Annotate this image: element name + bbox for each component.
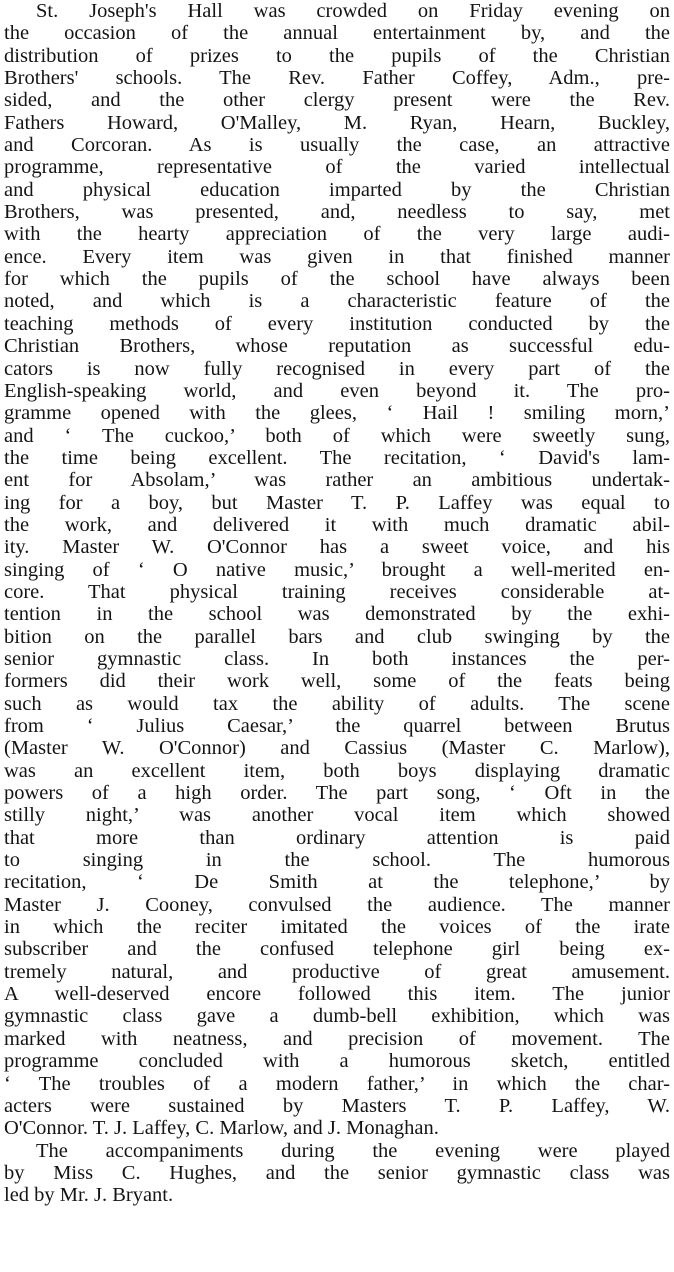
article-line: and Corcoran. As is usually the case, an attractive — [4, 134, 670, 157]
article-line: from ‘ Julius Caesar,’ the quarrel between Brutus — [4, 715, 670, 737]
article-line: noted, and which is a characteristic feature of the — [4, 290, 670, 313]
article-line: Brothers' schools. The Rev. Father Coffey, Adm., pre- — [4, 67, 670, 90]
article-line: O'Connor. T. J. Laffey, C. Marlow, and J. Monaghan. — [4, 1117, 439, 1140]
article-line: subscriber and the confused telephone girl being ex- — [4, 938, 670, 961]
article-line: English-speaking world, and even beyond it. The pro- — [4, 379, 670, 402]
article-line: St. Joseph's Hall was crowded on Friday evening on — [36, 0, 670, 22]
article-line: the work, and delivered it with much dramatic abil- — [4, 513, 670, 536]
article-line: the occasion of the annual entertainment by, and the — [4, 22, 670, 45]
article-line: marked with neatness, and precision of movement. The — [4, 1027, 670, 1050]
article-line: and ‘ The cuckoo,’ both of which were sweetly sung, — [4, 424, 670, 447]
article-line: the time being excellent. The recitation, ‘ David's lam- — [4, 446, 670, 469]
article-line: in which the reciter imitated the voices of the irate — [4, 916, 670, 939]
article-line: Fathers Howard, O'Malley, M. Ryan, Hearn, Buckley, — [4, 111, 670, 134]
article-line: ity. Master W. O'Connor has a sweet voice, and his — [4, 536, 670, 559]
article-line: to singing in the school. The humorous — [4, 849, 670, 872]
article-line: for which the pupils of the school have always been — [4, 268, 670, 291]
article-line: led by Mr. J. Bryant. — [4, 1184, 174, 1207]
article-line: ence. Every item was given in that finished manner — [4, 245, 670, 268]
article-line: by Miss C. Hughes, and the senior gymnastic class was — [4, 1161, 670, 1184]
article-line: ent for Absolam,’ was rather an ambitious undertak- — [4, 469, 670, 492]
article-line: stilly night,’ was another vocal item which showed — [4, 804, 670, 827]
article-line: tention in the school was demonstrated by the exhi- — [4, 603, 670, 626]
article-line: programme, representative of the varied intellectual — [4, 156, 670, 179]
article-body — [4, 0, 670, 1207]
article-paragraph — [4, 1140, 670, 1207]
article-line: recitation, ‘ De Smith at the telephone,’ by — [4, 871, 670, 894]
article-line: ‘ The troubles of a modern father,’ in which the char- — [4, 1072, 670, 1095]
article-paragraph — [4, 0, 670, 1140]
article-line: was an excellent item, both boys displaying dramatic — [4, 759, 670, 782]
article-line: gramme opened with the glees, ‘ Hail ! smiling morn,’ — [4, 402, 670, 425]
article-line: sided, and the other clergy present were the Rev. — [4, 89, 670, 112]
article-line: tremely natural, and productive of great amusement. — [4, 960, 670, 983]
article-line: with the hearty appreciation of the very large audi- — [4, 223, 670, 246]
article-line: programme concluded with a humorous sketch, entitled — [4, 1050, 670, 1073]
article-line: ing for a boy, but Master T. P. Laffey was equal to — [4, 491, 670, 514]
article-line: senior gymnastic class. In both instances the per- — [4, 647, 670, 670]
article-line: cators is now fully recognised in every part of the — [4, 357, 670, 380]
article-line: and physical education imparted by the Christian — [4, 178, 670, 201]
article-line: gymnastic class gave a dumb-bell exhibition, which was — [4, 1005, 670, 1028]
article-line: Christian Brothers, whose reputation as successful edu- — [4, 335, 670, 358]
article-line: bition on the parallel bars and club swinging by the — [4, 625, 670, 648]
article-line: formers did their work well, some of the feats being — [4, 670, 670, 693]
article-line: such as would tax the ability of adults. The scene — [4, 692, 670, 715]
article-line: Brothers, was presented, and, needless to say, met — [4, 201, 670, 224]
article-line: The accompaniments during the evening were played — [36, 1139, 670, 1162]
article-line: acters were sustained by Masters T. P. Laffey, W. — [4, 1094, 670, 1117]
article-line: (Master W. O'Connor) and Cassius (Master C. Marlow), — [4, 737, 670, 760]
article-line: core. That physical training receives considerable at- — [4, 580, 670, 603]
article-line: that more than ordinary attention is paid — [4, 826, 670, 849]
article-line: singing of ‘ O native music,’ brought a well-merited en- — [4, 558, 670, 581]
article-line: Master J. Cooney, convulsed the audience. The manner — [4, 893, 670, 916]
article-line: powers of a high order. The part song, ‘ Oft in the — [4, 782, 670, 805]
article-line: A well-deserved encore followed this item. The junior — [4, 983, 670, 1006]
article-line: distribution of prizes to the pupils of the Christian — [4, 44, 670, 67]
article-line: teaching methods of every institution conducted by the — [4, 312, 670, 335]
